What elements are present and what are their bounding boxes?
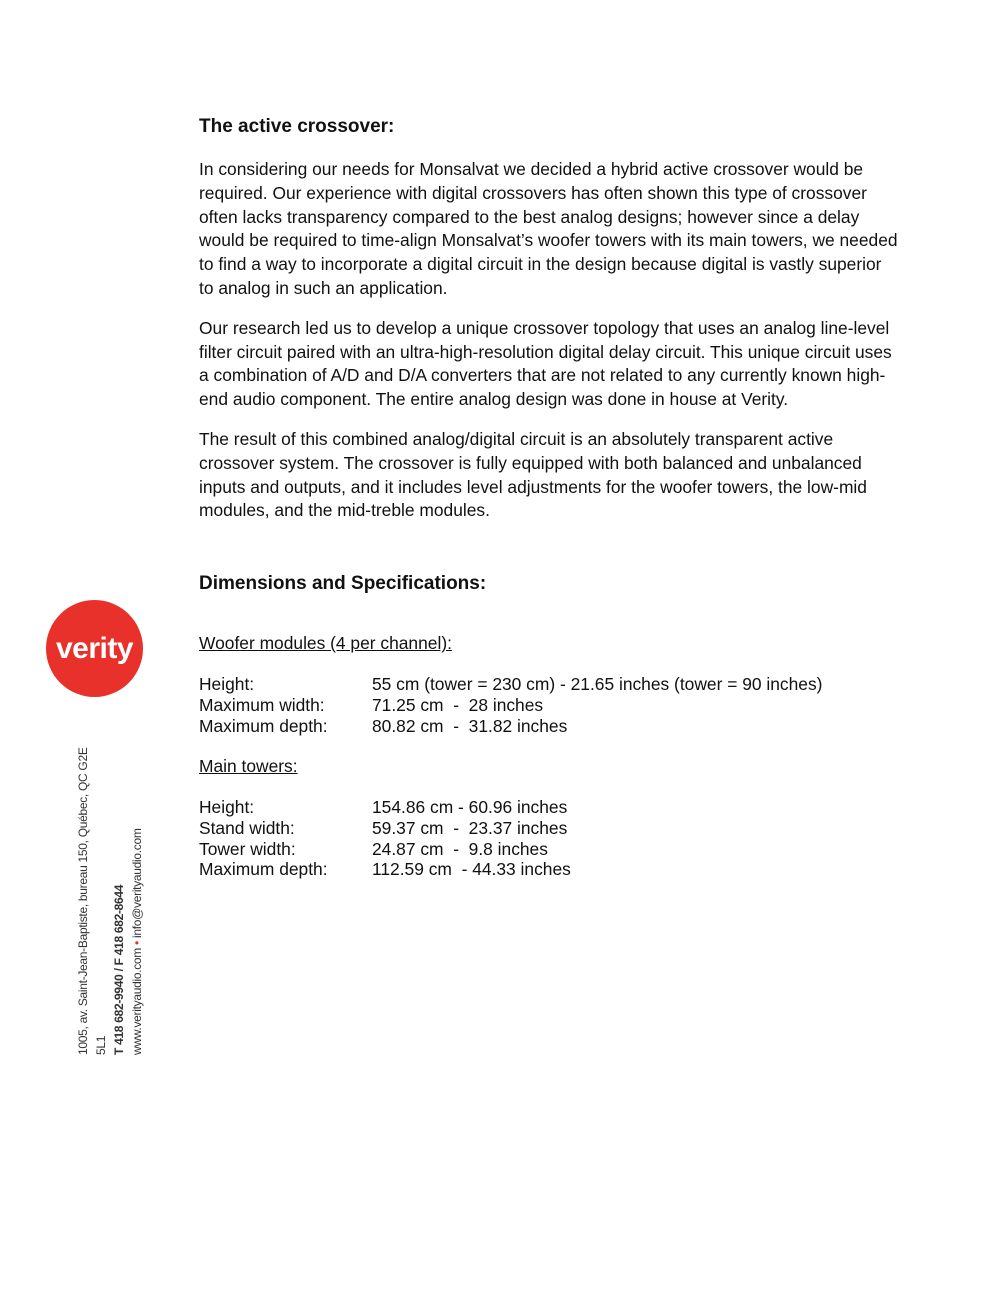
company-address <box>74 735 146 1055</box>
woofer-spec-table <box>199 674 899 736</box>
main-towers-spec-table <box>199 797 899 880</box>
address-phone <box>110 735 128 1055</box>
spec-label: Height: <box>199 797 255 818</box>
woofer-group-title: Woofer modules (4 per channel): <box>199 633 452 654</box>
main-towers-group-title: Main towers: <box>199 756 298 777</box>
spec-label: Maximum depth: <box>199 859 328 880</box>
document-body <box>199 114 899 900</box>
spec-value: 71.25 cm - 28 inches <box>372 694 544 715</box>
spec-row <box>199 695 899 716</box>
spec-row <box>199 839 899 860</box>
paragraph: The result of this combined analog/digital circuit is an absolutely transparent active crossover system. The crossover is fully equipped with both balanced and unbalanced inputs and outputs, and it includes level adjustments for the woofer towers, the low-mid modules, and the mid-treble modules. <box>199 428 867 521</box>
email-link[interactable]: info@verityaudio.com <box>130 828 144 938</box>
spec-row <box>199 674 899 695</box>
spec-value: 112.59 cm - 44.33 inches <box>372 859 571 880</box>
verity-logo <box>46 600 143 697</box>
paragraph: In considering our needs for Monsalvat we decided a hybrid active crossover would be required. Our experience with digital crossovers has often shown this type of crossover often lacks transparency compared to the best analog designs; however since a delay would be required to time-align Monsalvat’s woofer towers with its main towers, we needed to find a way to incorporate a digital circuit in the design because digital is vastly superior to analog in such an application. <box>199 159 898 298</box>
website-link[interactable]: www.verityaudio.com <box>130 947 144 1055</box>
spec-value: 55 cm (tower = 230 cm) - 21.65 inches (tower = 90 inches) <box>372 674 823 695</box>
spec-row <box>199 818 899 839</box>
spec-label: Maximum depth: <box>199 715 328 736</box>
separator-dot: • <box>130 941 144 945</box>
logo-text: verity <box>55 631 134 665</box>
spec-value: 59.37 cm - 23.37 inches <box>372 817 568 838</box>
address-street: 1005, av. Saint-Jean-Baptiste, bureau 150, Québec, QC G2E 5L1 <box>76 747 108 1055</box>
spec-value: 24.87 cm - 9.8 inches <box>372 838 548 859</box>
spec-label: Stand width: <box>199 817 295 838</box>
spec-row <box>199 859 899 880</box>
spec-row <box>199 797 899 818</box>
spec-row <box>199 716 899 737</box>
spec-value: 154.86 cm - 60.96 inches <box>372 797 568 818</box>
address-web <box>128 735 146 1055</box>
spec-label: Tower width: <box>199 838 296 859</box>
paragraph: Our research led us to develop a unique crossover topology that uses an analog line-level filter circuit paired with an ultra-high-resolution digital delay circuit. This unique circuit uses a combination of A/D and D/A converters that are not related to any currently known high-end audio component. The entire analog design was done in house at Verity. <box>199 317 892 410</box>
spec-label: Height: <box>199 674 255 695</box>
phone-fax: T 418 682-9940 / F 418 682-8644 <box>112 884 126 1055</box>
section-title-crossover: The active crossover: <box>199 116 395 137</box>
spec-label: Maximum width: <box>199 694 325 715</box>
section-title-dimensions: Dimensions and Specifications: <box>199 573 487 595</box>
spec-value: 80.82 cm - 31.82 inches <box>372 715 568 736</box>
